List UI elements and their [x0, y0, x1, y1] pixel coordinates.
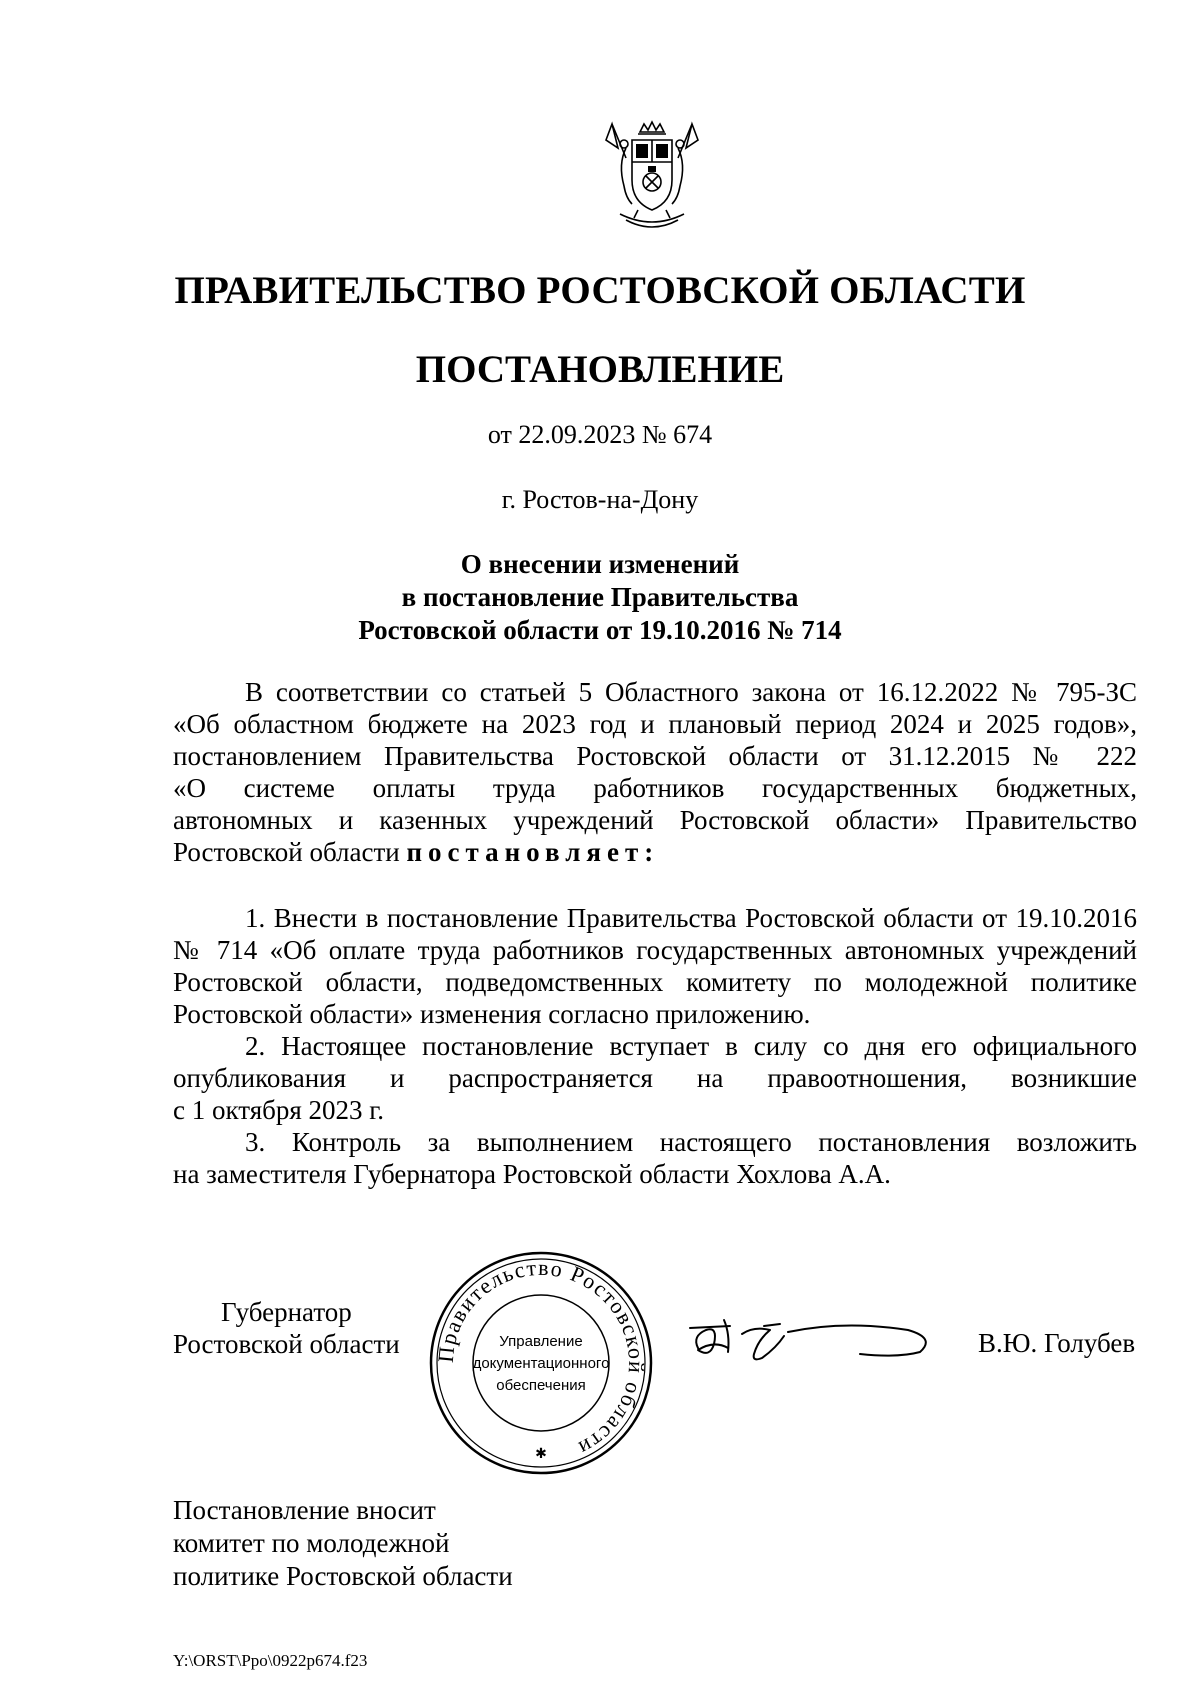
introduced-by-line: Постановление вносит [173, 1495, 436, 1525]
government-title: ПРАВИТЕЛЬСТВО РОСТОВСКОЙ ОБЛАСТИ [174, 269, 1026, 312]
preamble-line: «Об областном бюджете на 2023 год и плановый период 2024 и 2025 годов», [173, 709, 1137, 739]
introduced-by-block [173, 1494, 513, 1593]
item-line: с 1 октября 2023 г. [173, 1095, 385, 1125]
document-date-number: от 22.09.2023 № 674 [487, 420, 713, 449]
item-line: Ростовской области, подведомственных комитету по молодежной политике [173, 967, 1137, 997]
document-subject [0, 548, 1200, 647]
item-line: 3. Контроль за выполнением настоящего постановления возложить [245, 1127, 1137, 1157]
item-line: на заместителя Губернатора Ростовской области Хохлова А.А. [173, 1159, 891, 1189]
file-path: Y:\ORST\Ppo\0922p674.f23 [173, 1651, 368, 1670]
stamp-center-line: документационного [472, 1355, 610, 1372]
signatory-post [173, 1296, 400, 1360]
preamble-line: автономных и казенных учреждений Ростовской области» Правительство [173, 805, 1137, 835]
handwritten-signature [684, 1300, 944, 1372]
official-stamp [428, 1250, 654, 1476]
subject-line: в постановление Правительства [401, 582, 799, 612]
signatory-name: В.Ю. Голубев [978, 1328, 1136, 1358]
stamp-star-icon: ✱ [535, 1447, 547, 1462]
preamble-line: Ростовской области [173, 837, 400, 867]
preamble-line: постановлением Правительства Ростовской области от 31.12.2015 № 222 [173, 741, 1137, 771]
introduced-by-line: политике Ростовской области [173, 1561, 513, 1591]
document-type-title: ПОСТАНОВЛЕНИЕ [415, 348, 785, 391]
preamble-line: «О системе оплаты труда работников государственных бюджетных, [173, 773, 1137, 803]
preamble-line: В соответствии со статьей 5 Областного закона от 16.12.2022 № 795-ЗС [245, 677, 1137, 707]
document-city: г. Ростов-на-Дону [501, 485, 699, 514]
resolves-word: постановляет: [406, 837, 660, 867]
introduced-by-line: комитет по молодежной [173, 1528, 450, 1558]
item-line: № 714 «Об оплате труда работников государственных автономных учреждений [173, 935, 1137, 965]
resolution-items [173, 902, 1137, 1190]
signatory-post-line: Ростовской области [173, 1329, 400, 1359]
stamp-center-line: обеспечения [496, 1377, 586, 1394]
item-line: 2. Настоящее постановление вступает в силу со дня его официального [245, 1031, 1137, 1061]
preamble-last-line [173, 836, 1137, 868]
subject-line: О внесении изменений [460, 549, 740, 579]
subject-line: Ростовской области от 19.10.2016 № 714 [358, 615, 842, 645]
stamp-center-line: Управление [499, 1333, 583, 1350]
coat-of-arms-emblem [598, 118, 706, 236]
stamp-ring-textpath: Правительство Ростовской области [432, 1254, 650, 1462]
item-line: опубликования и распространяется на правоотношения, возникшие [173, 1063, 1137, 1093]
item-line: 1. Внести в постановление Правительства Ростовской области от 19.10.2016 [245, 903, 1137, 933]
item-line: Ростовской области» изменения согласно приложению. [173, 999, 811, 1029]
preamble-paragraph [173, 676, 1137, 868]
signatory-post-line: Губернатор [221, 1297, 352, 1327]
